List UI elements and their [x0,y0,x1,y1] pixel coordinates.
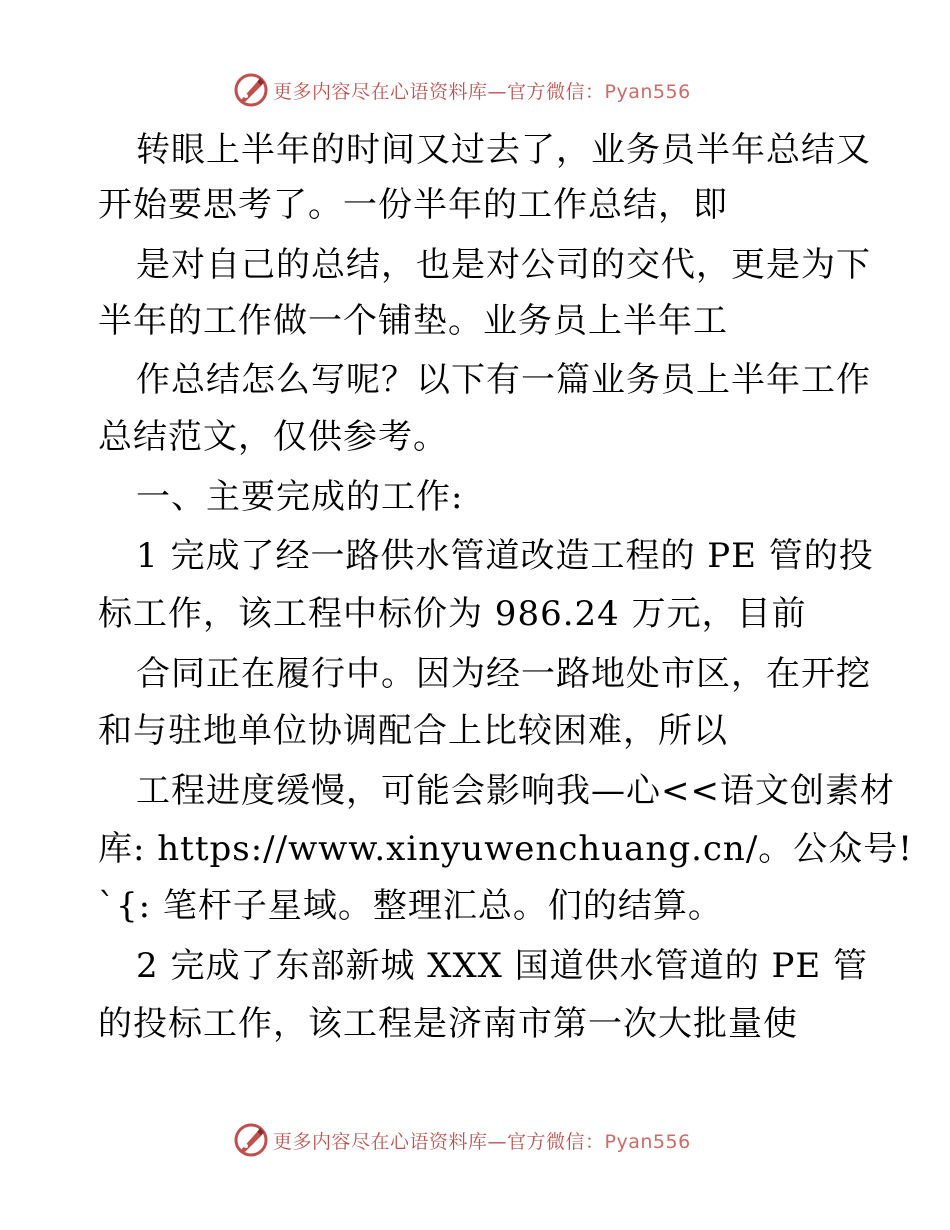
watermark-wechat-id: Pyan556 [604,1130,691,1153]
pen-logo-icon [233,72,269,108]
text-line: 库: https://www.xinyuwenchuang.cn/。公众号! [98,829,913,869]
watermark-brand: 更多内容尽在心语资料库—官方微信： [273,80,605,103]
text-line: 2 完成了东部新城 XXX 国道供水管道的 PE 管 [136,946,868,986]
text-line: 半年的工作做一个铺垫。业务员上半年工 [98,301,728,341]
text-line: 是对自己的总结，也是对公司的交代，更是为下 [136,245,871,285]
watermark-text [273,77,691,104]
watermark-wechat-id: Pyan556 [604,80,691,103]
text-line: 的投标工作，该工程是济南市第一次大批量使 [98,1004,798,1044]
text-line: 和与驻地单位协调配合上比较困难，所以 [98,711,728,751]
text-line: 总结范文，仅供参考。 [98,417,448,457]
text-line: `{: 笔杆子星域。整理汇总。们的结算。 [98,886,723,926]
text-line: 1 完成了经一路供水管道改造工程的 PE 管的投 [136,536,874,576]
watermark-brand: 更多内容尽在心语资料库—官方微信： [273,1130,605,1153]
text-line: 开始要思考了。一份半年的工作总结，即 [98,185,728,225]
pen-logo-icon [233,1122,269,1158]
watermark-text [273,1127,691,1154]
section-heading: 一、主要完成的工作: [136,477,464,517]
text-line: 转眼上半年的时间又过去了，业务员半年总结又 [136,130,871,170]
header-watermark [233,70,691,110]
text-line: 合同正在履行中。因为经一路地处市区，在开挖 [136,654,871,694]
text-line: 标工作，该工程中标价为 986.24 万元，目前 [98,594,807,634]
footer-watermark [233,1120,691,1160]
text-line: 工程进度缓慢，可能会影响我—心<<语文创素材 [136,771,895,811]
text-line: 作总结怎么写呢？以下有一篇业务员上半年工作 [136,360,871,400]
